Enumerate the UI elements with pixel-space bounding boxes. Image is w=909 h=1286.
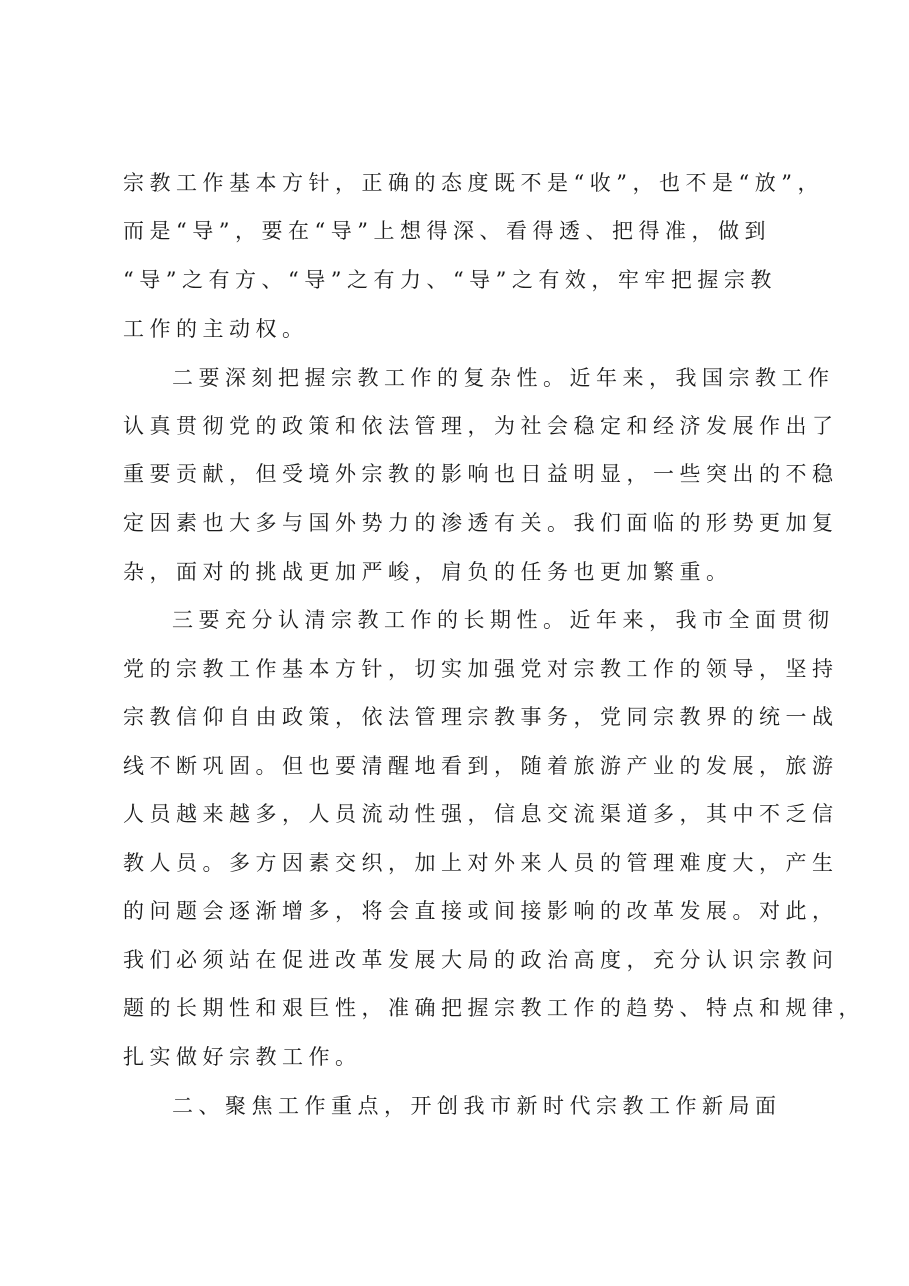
text-line: “导”之有方、“导”之有力、“导”之有效，牢牢把握宗教 [123,268,777,292]
text-line: 题的长期性和艰巨性，准确把握宗教工作的趋势、特点和规律， [123,996,865,1020]
text-line: 宗教工作基本方针，正确的态度既不是“收”，也不是“放”， [123,171,824,195]
text-line: 的问题会逐渐增多，将会直接或间接影响的改革发展。对此， [123,899,839,923]
text-line: 党的宗教工作基本方针，切实加强党对宗教工作的领导，坚持 [123,657,839,681]
text-line: 杂，面对的挑战更加严峻，肩负的任务也更加繁重。 [123,560,733,584]
text-line: 我们必须站在促进改革发展大局的政治高度，充分认识宗教问 [123,948,839,972]
text-line: 工作的主动权。 [123,317,309,341]
section-heading: 二、聚焦工作重点，开创我市新时代宗教工作新局面 [172,1094,782,1118]
paragraph-first-line: 三要充分认清宗教工作的长期性。近年来，我市全面贯彻 [172,608,835,632]
paragraph-first-line: 二要深刻把握宗教工作的复杂性。近年来，我国宗教工作 [172,366,835,390]
text-line: 重要贡献，但受境外宗教的影响也日益明显，一些突出的不稳 [123,462,839,486]
text-line: 教人员。多方因素交织，加上对外来人员的管理难度大，产生 [123,851,839,875]
text-line: 线不断巩固。但也要清醒地看到，随着旅游产业的发展，旅游 [123,754,839,778]
text-line: 人员越来越多，人员流动性强，信息交流渠道多，其中不乏信 [123,802,839,826]
text-line: 宗教信仰自由政策，依法管理宗教事务，党同宗教界的统一战 [123,705,839,729]
text-line: 定因素也大多与国外势力的渗透有关。我们面临的形势更加复 [123,511,839,535]
text-line: 认真贯彻党的政策和依法管理，为社会稳定和经济发展作出了 [123,414,839,438]
text-line: 而是“导”，要在“导”上想得深、看得透、把得准，做到 [123,219,771,243]
text-line: 扎实做好宗教工作。 [123,1045,362,1069]
